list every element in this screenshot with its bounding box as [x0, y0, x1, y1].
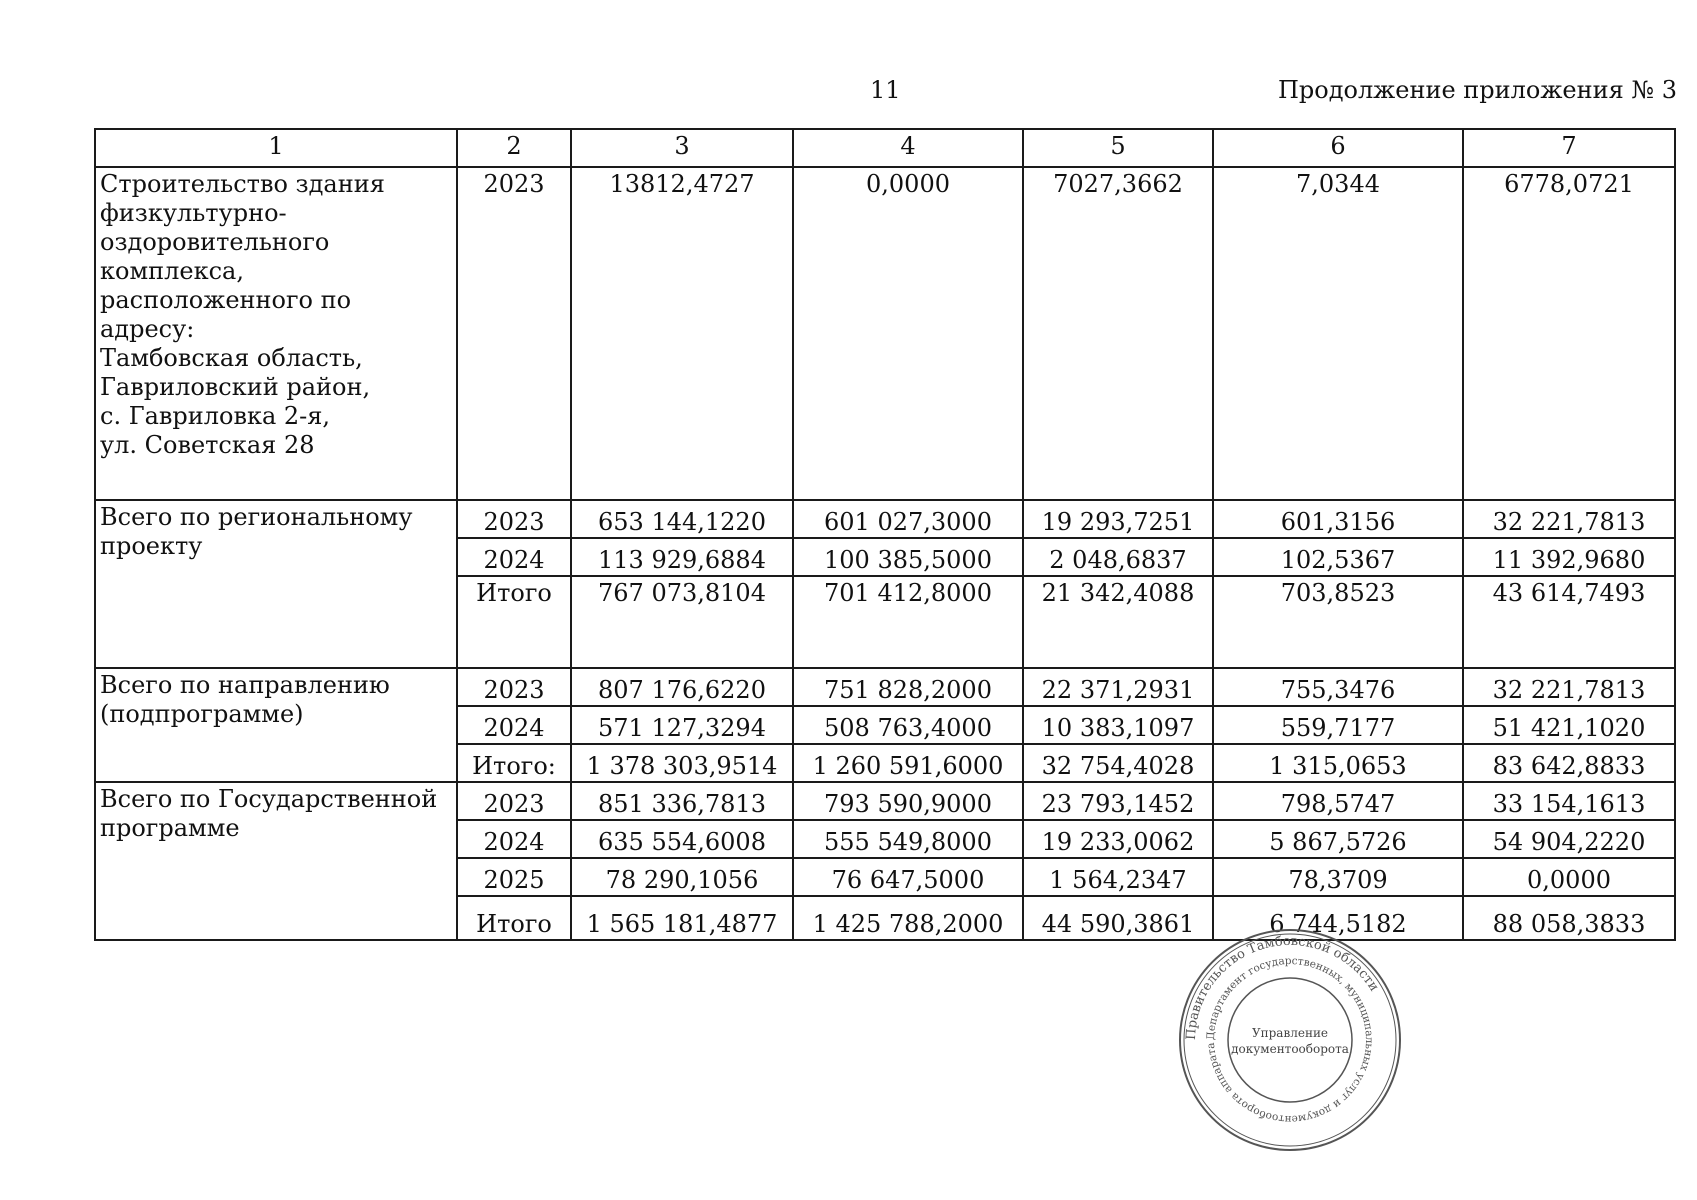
direction-total-label	[95, 668, 457, 782]
value-cell: 0,0000	[1463, 858, 1675, 896]
object-name-line: оздоровительного комплекса,	[100, 228, 330, 285]
object-name-cell	[95, 167, 457, 500]
year-cell: 2023	[457, 782, 571, 820]
stamp-seal-icon	[1175, 925, 1405, 1155]
table-row	[95, 668, 1675, 706]
value-cell: 100 385,5000	[793, 538, 1023, 576]
year-cell: 2023	[457, 167, 571, 500]
value-cell: 559,7177	[1213, 706, 1463, 744]
value-cell: 767 073,8104	[571, 576, 793, 668]
value-cell: 5 867,5726	[1213, 820, 1463, 858]
value-cell: 21 342,4088	[1023, 576, 1213, 668]
column-number: 6	[1213, 129, 1463, 167]
value-cell: 6 744,5182	[1213, 896, 1463, 940]
svg-text:Департамент государственных, м: Департамент государственных, муниципальных услуг и документооборота аппарата	[1204, 954, 1376, 1126]
table-row	[95, 500, 1675, 538]
value-cell: 571 127,3294	[571, 706, 793, 744]
object-name-line: Тамбовская область,	[100, 344, 363, 372]
year-cell: 2024	[457, 706, 571, 744]
page-number: 11	[870, 76, 901, 104]
column-number: 3	[571, 129, 793, 167]
object-name-line: с. Гавриловка 2-я,	[100, 402, 331, 430]
value-cell: 851 336,7813	[571, 782, 793, 820]
value-cell: 83 642,8833	[1463, 744, 1675, 782]
column-number: 2	[457, 129, 571, 167]
year-cell: 2025	[457, 858, 571, 896]
year-cell: 2023	[457, 500, 571, 538]
value-cell: 793 590,9000	[793, 782, 1023, 820]
value-cell: 635 554,6008	[571, 820, 793, 858]
value-cell: 7,0344	[1213, 167, 1463, 500]
value-cell: 1 425 788,2000	[793, 896, 1023, 940]
value-cell: 751 828,2000	[793, 668, 1023, 706]
object-name-line: Строительство здания	[100, 170, 385, 198]
value-cell: 0,0000	[793, 167, 1023, 500]
value-cell: 601 027,3000	[793, 500, 1023, 538]
value-cell: 601,3156	[1213, 500, 1463, 538]
value-cell: 102,5367	[1213, 538, 1463, 576]
value-cell: 1 315,0653	[1213, 744, 1463, 782]
value-cell: 113 929,6884	[571, 538, 793, 576]
value-cell: 11 392,9680	[1463, 538, 1675, 576]
svg-text:Управление: Управление	[1251, 1026, 1329, 1040]
value-cell: 7027,3662	[1023, 167, 1213, 500]
value-cell: 6778,0721	[1463, 167, 1675, 500]
year-cell: 2024	[457, 820, 571, 858]
value-cell: 703,8523	[1213, 576, 1463, 668]
object-name-line: ул. Советская 28	[100, 431, 315, 459]
year-cell: 2024	[457, 538, 571, 576]
value-cell: 43 614,7493	[1463, 576, 1675, 668]
program-total-label	[95, 782, 457, 940]
year-cell: 2023	[457, 668, 571, 706]
label-line: Всего по направлению	[100, 671, 390, 699]
value-cell: 54 904,2220	[1463, 820, 1675, 858]
value-cell: 653 144,1220	[571, 500, 793, 538]
value-cell: 1 565 181,4877	[571, 896, 793, 940]
value-cell: 13812,4727	[571, 167, 793, 500]
year-cell: Итого	[457, 576, 571, 668]
value-cell: 1 564,2347	[1023, 858, 1213, 896]
value-cell: 508 763,4000	[793, 706, 1023, 744]
value-cell: 22 371,2931	[1023, 668, 1213, 706]
object-name-line: физкультурно-	[100, 199, 287, 227]
svg-text:Правительство Тамбовской облас: Правительство Тамбовской области	[1183, 933, 1382, 1041]
label-line: проекту	[100, 532, 203, 560]
value-cell: 32 221,7813	[1463, 668, 1675, 706]
value-cell: 1 260 591,6000	[793, 744, 1023, 782]
table-row	[95, 782, 1675, 820]
year-cell: Итого:	[457, 744, 571, 782]
value-cell: 701 412,8000	[793, 576, 1023, 668]
value-cell: 807 176,6220	[571, 668, 793, 706]
column-number: 1	[95, 129, 457, 167]
object-name-line: расположенного по адресу:	[100, 286, 352, 343]
column-number: 5	[1023, 129, 1213, 167]
value-cell: 44 590,3861	[1023, 896, 1213, 940]
value-cell: 32 754,4028	[1023, 744, 1213, 782]
object-name-line: Гавриловский район,	[100, 373, 371, 401]
column-number: 7	[1463, 129, 1675, 167]
value-cell: 76 647,5000	[793, 858, 1023, 896]
regional-total-label	[95, 500, 457, 668]
value-cell: 1 378 303,9514	[571, 744, 793, 782]
value-cell: 798,5747	[1213, 782, 1463, 820]
value-cell: 555 549,8000	[793, 820, 1023, 858]
value-cell: 78 290,1056	[571, 858, 793, 896]
value-cell: 88 058,3833	[1463, 896, 1675, 940]
appendix-continuation-note: Продолжение приложения № 3	[1277, 76, 1677, 104]
column-number: 4	[793, 129, 1023, 167]
column-number-row	[95, 129, 1675, 167]
value-cell: 51 421,1020	[1463, 706, 1675, 744]
value-cell: 10 383,1097	[1023, 706, 1213, 744]
value-cell: 19 293,7251	[1023, 500, 1213, 538]
label-line: программе	[100, 814, 240, 842]
year-cell: Итого	[457, 896, 571, 940]
value-cell: 78,3709	[1213, 858, 1463, 896]
official-stamp	[1175, 925, 1405, 1155]
value-cell: 23 793,1452	[1023, 782, 1213, 820]
label-line: Всего по региональному	[100, 503, 413, 531]
value-cell: 755,3476	[1213, 668, 1463, 706]
svg-text:документооборота: документооборота	[1231, 1042, 1349, 1056]
value-cell: 2 048,6837	[1023, 538, 1213, 576]
label-line: Всего по Государственной	[100, 785, 438, 813]
value-cell: 33 154,1613	[1463, 782, 1675, 820]
label-line: (подпрограмме)	[100, 700, 304, 728]
budget-table	[94, 128, 1676, 941]
value-cell: 32 221,7813	[1463, 500, 1675, 538]
value-cell: 19 233,0062	[1023, 820, 1213, 858]
table-row	[95, 167, 1675, 500]
